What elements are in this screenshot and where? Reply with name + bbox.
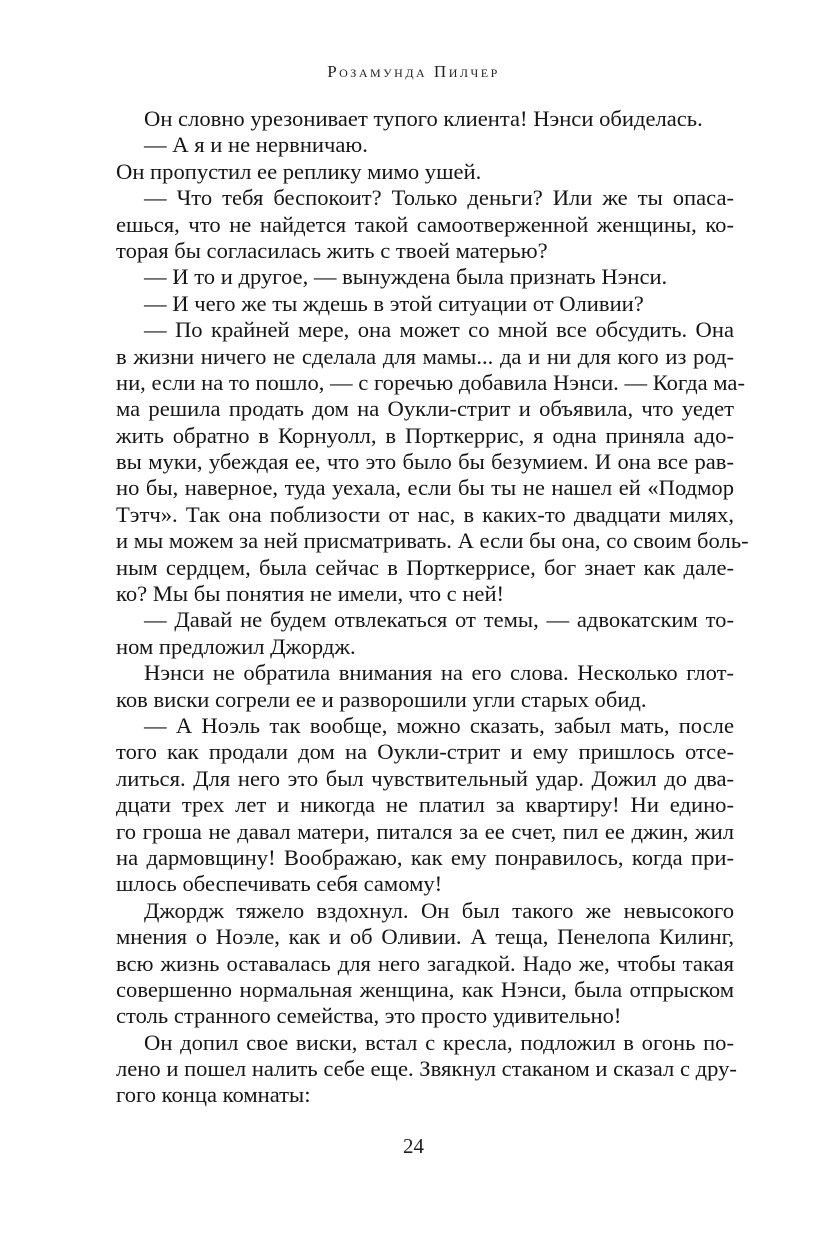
text-line: ма решила продать дом на Оукли-стрит и объявила, что уедет bbox=[116, 396, 734, 422]
text-line: и мы можем за ней присматривать. А если бы она, со своим боль- bbox=[116, 528, 749, 554]
text-line: того как продали дом на Оукли-стрит и ему пришлось отсе- bbox=[116, 739, 734, 765]
text-line: лено и пошел налить себе еще. Звякнул стаканом и сказал с дру- bbox=[116, 1056, 737, 1082]
text-line: литься. Для него это был чувствительный удар. Дожил до два- bbox=[116, 765, 734, 791]
text-line: — Что тебя беспокоит? Только деньги? Или же ты опаса- bbox=[144, 185, 734, 211]
text-line: ни, если на то пошло, — с горечью добавила Нэнси. — Когда ма- bbox=[116, 369, 745, 395]
body-text bbox=[116, 106, 749, 1109]
text-line: столь странного семейства, это просто удивительно! bbox=[116, 1003, 622, 1029]
text-line: ко? Мы бы понятия не имели, что с ней! bbox=[116, 581, 505, 607]
text-line: в жизни ничего не сделала для мамы... да и ни для кого из род- bbox=[116, 343, 734, 369]
text-line: — По крайней мере, она может со мной все обсудить. Она bbox=[144, 317, 734, 343]
running-header: Розамунда Пилчер bbox=[327, 62, 500, 81]
page-number: 24 bbox=[403, 1134, 424, 1158]
text-line: Он словно урезонивает тупого клиента! Нэнси обиделась. bbox=[144, 106, 703, 131]
text-line: торая бы согласилась жить с твоей матерью? bbox=[116, 237, 548, 263]
text-line: — И чего же ты ждешь в этой ситуации от Оливии? bbox=[144, 290, 644, 316]
text-line: вы муки, убеждая ее, что это было бы безумием. И она все рав- bbox=[116, 449, 734, 475]
text-line: жить обратно в Корнуолл, в Порткеррис, я одна приняла адо- bbox=[116, 422, 734, 448]
text-line: Тэтч». Так она поблизости от нас, в каких-то двадцати милях, bbox=[116, 501, 734, 527]
text-line: всю жизнь оставалась для него загадкой. Надо же, чтобы такая bbox=[116, 950, 734, 976]
text-line: ков виски согрели ее и разворошили угли старых обид. bbox=[116, 686, 647, 712]
text-line: — А я и не нервничаю. bbox=[144, 132, 368, 158]
text-line: мнения о Ноэле, как и об Оливии. А теща, Пенелопа Килинг, bbox=[116, 924, 734, 950]
text-line: ном предложил Джордж. bbox=[116, 633, 356, 659]
text-line: Он пропустил ее реплику мимо ушей. bbox=[116, 158, 482, 184]
text-line: ным сердцем, была сейчас в Порткеррисе, бог знает как дале- bbox=[116, 554, 734, 580]
text-line: Джордж тяжело вздохнул. Он был такого же невысокого bbox=[144, 897, 734, 923]
text-line: — И то и другое, — вынуждена была признать Нэнси. bbox=[144, 264, 668, 290]
text-line: шлось обеспечивать себя самому! bbox=[116, 871, 443, 897]
text-line: — А Ноэль так вообще, можно сказать, забыл мать, после bbox=[144, 712, 734, 738]
text-line: — Давай не будем отвлекаться от темы, — адвокатским то- bbox=[144, 607, 734, 633]
text-line: го гроша не давал матери, питался за ее счет, пил ее джин, жил bbox=[116, 818, 734, 844]
text-line: но бы, наверное, туда уехала, если бы ты не нашел ей «Подмор bbox=[116, 475, 734, 501]
text-line: дцати трех лет и никогда не платил за квартиру! Ни едино- bbox=[116, 792, 734, 818]
text-line: Он допил свое виски, встал с кресла, подложил в огонь по- bbox=[144, 1029, 734, 1055]
text-line: гого конца комнаты: bbox=[116, 1082, 311, 1108]
text-line: на дармовщину! Воображаю, как ему понравилось, когда при- bbox=[116, 844, 734, 870]
text-line: Нэнси не обратила внимания на его слова. Несколько глот- bbox=[144, 660, 734, 686]
text-line: ешься, что не найдется такой самоотверженной женщины, ко- bbox=[116, 211, 734, 237]
text-line: совершенно нормальная женщина, как Нэнси, была отпрыском bbox=[116, 976, 734, 1002]
